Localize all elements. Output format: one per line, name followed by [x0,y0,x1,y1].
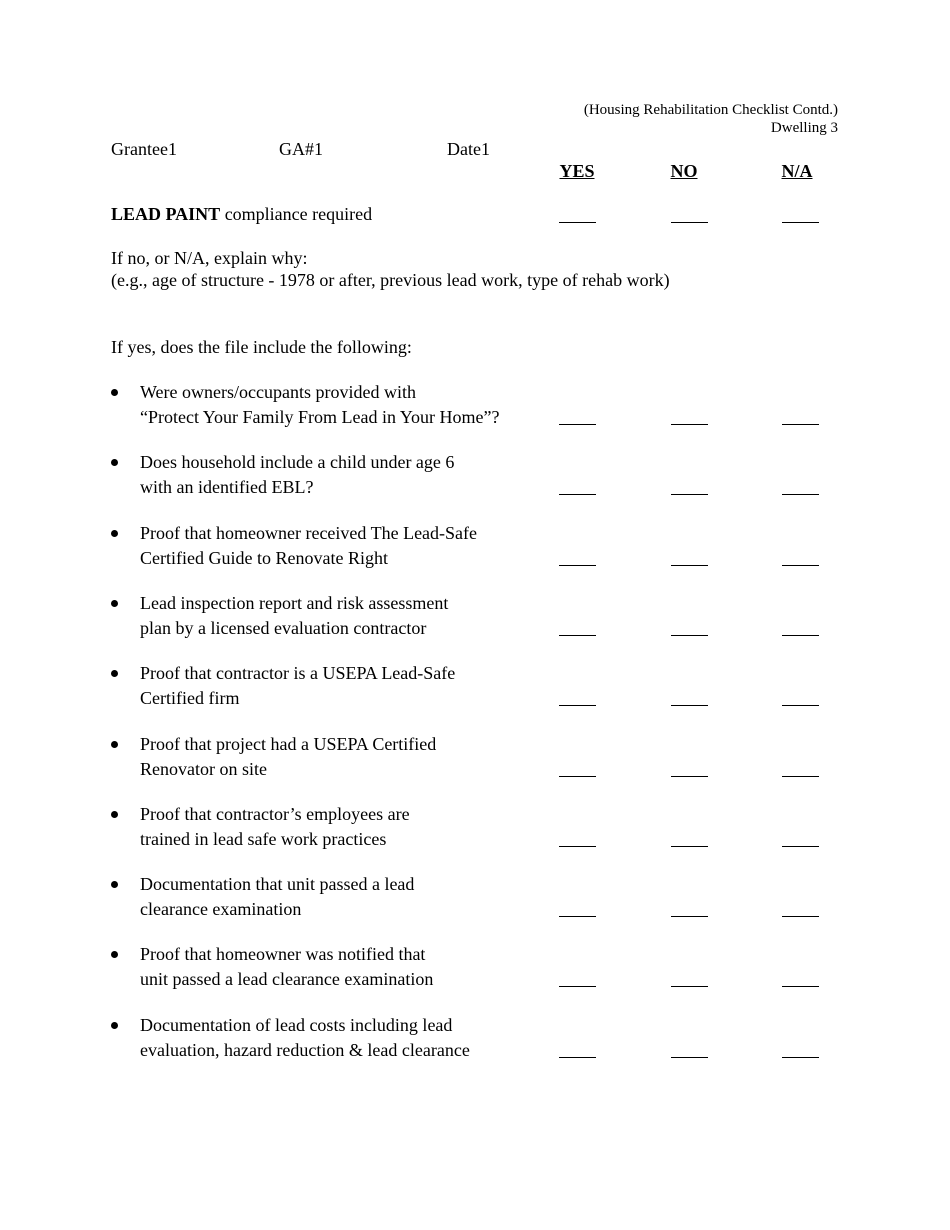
continuation-header: (Housing Rehabilitation Checklist Contd.) [583,102,838,118]
bullet-icon [111,811,118,818]
answer-blank-no[interactable] [671,705,708,706]
item-text-line1: Documentation of lead costs including lead [140,1015,453,1035]
bullet-icon [111,530,118,537]
item-text-line1: Proof that project had a USEPA Certified [140,734,437,754]
item-text-line1: Were owners/occupants provided with [140,382,416,402]
answer-blank-yes[interactable] [559,776,596,777]
answer-blank-na[interactable] [782,222,819,223]
answer-blank-no[interactable] [671,916,708,917]
item-text-line2: clearance examination [140,899,302,919]
item-text-line2: “Protect Your Family From Lead in Your Home”? [140,407,500,427]
item-text-line1: Proof that contractor is a USEPA Lead-Safe [140,663,456,683]
item-text-line2: with an identified EBL? [140,477,314,497]
date-field: Date1 [447,139,490,159]
if-yes-prompt: If yes, does the file include the following: [111,337,412,357]
answer-blank-no[interactable] [671,776,708,777]
answer-blank-yes[interactable] [559,494,596,495]
bullet-icon [111,741,118,748]
answer-blank-yes[interactable] [559,1057,596,1058]
item-text-line2: Renovator on site [140,759,267,779]
item-text-line1: Documentation that unit passed a lead [140,874,415,894]
answer-blank-yes[interactable] [559,222,596,223]
answer-blank-na[interactable] [782,424,819,425]
grantee-field: Grantee1 [111,139,177,159]
lead-paint-question [111,203,372,225]
item-text-line2: trained in lead safe work practices [140,829,387,849]
explain-prompt: If no, or N/A, explain why: [111,248,308,268]
lead-paint-bold-label: LEAD PAINT [111,204,221,224]
item-text-line1: Proof that homeowner received The Lead-Safe [140,523,478,543]
item-text-line2: unit passed a lead clearance examination [140,969,434,989]
answer-blank-na[interactable] [782,776,819,777]
answer-blank-na[interactable] [782,846,819,847]
answer-blank-na[interactable] [782,705,819,706]
bullet-icon [111,881,118,888]
bullet-icon [111,389,118,396]
column-header-no: NO [670,161,698,181]
answer-blank-no[interactable] [671,986,708,987]
answer-blank-na[interactable] [782,565,819,566]
bullet-icon [111,951,118,958]
bullet-icon [111,1022,118,1029]
bullet-icon [111,600,118,607]
answer-blank-no[interactable] [671,424,708,425]
answer-blank-yes[interactable] [559,916,596,917]
item-text-line2: evaluation, hazard reduction & lead clearance [140,1040,470,1060]
bullet-icon [111,670,118,677]
ga-number-field: GA#1 [279,139,323,159]
item-text-line2: plan by a licensed evaluation contractor [140,618,427,638]
answer-blank-na[interactable] [782,494,819,495]
answer-blank-no[interactable] [671,635,708,636]
answer-blank-na[interactable] [782,916,819,917]
answer-blank-yes[interactable] [559,846,596,847]
answer-blank-yes[interactable] [559,424,596,425]
item-text-line2: Certified Guide to Renovate Right [140,548,388,568]
item-text-line1: Lead inspection report and risk assessment [140,593,449,613]
answer-blank-na[interactable] [782,986,819,987]
answer-blank-yes[interactable] [559,635,596,636]
item-text-line1: Does household include a child under age 6 [140,452,455,472]
answer-blank-yes[interactable] [559,565,596,566]
answer-blank-no[interactable] [671,222,708,223]
explain-examples: (e.g., age of structure - 1978 or after, previous lead work, type of rehab work) [111,270,670,290]
lead-paint-rest-label: compliance required [220,204,373,224]
answer-blank-na[interactable] [782,1057,819,1058]
item-text-line1: Proof that homeowner was notified that [140,944,426,964]
dwelling-label: Dwelling 3 [770,120,838,136]
bullet-icon [111,459,118,466]
column-header-yes: YES [559,161,595,181]
answer-blank-no[interactable] [671,1057,708,1058]
answer-blank-yes[interactable] [559,705,596,706]
answer-blank-na[interactable] [782,635,819,636]
answer-blank-yes[interactable] [559,986,596,987]
item-text-line2: Certified firm [140,688,240,708]
answer-blank-no[interactable] [671,565,708,566]
answer-blank-no[interactable] [671,494,708,495]
item-text-line1: Proof that contractor’s employees are [140,804,410,824]
column-header-na: N/A [781,161,813,181]
answer-blank-no[interactable] [671,846,708,847]
